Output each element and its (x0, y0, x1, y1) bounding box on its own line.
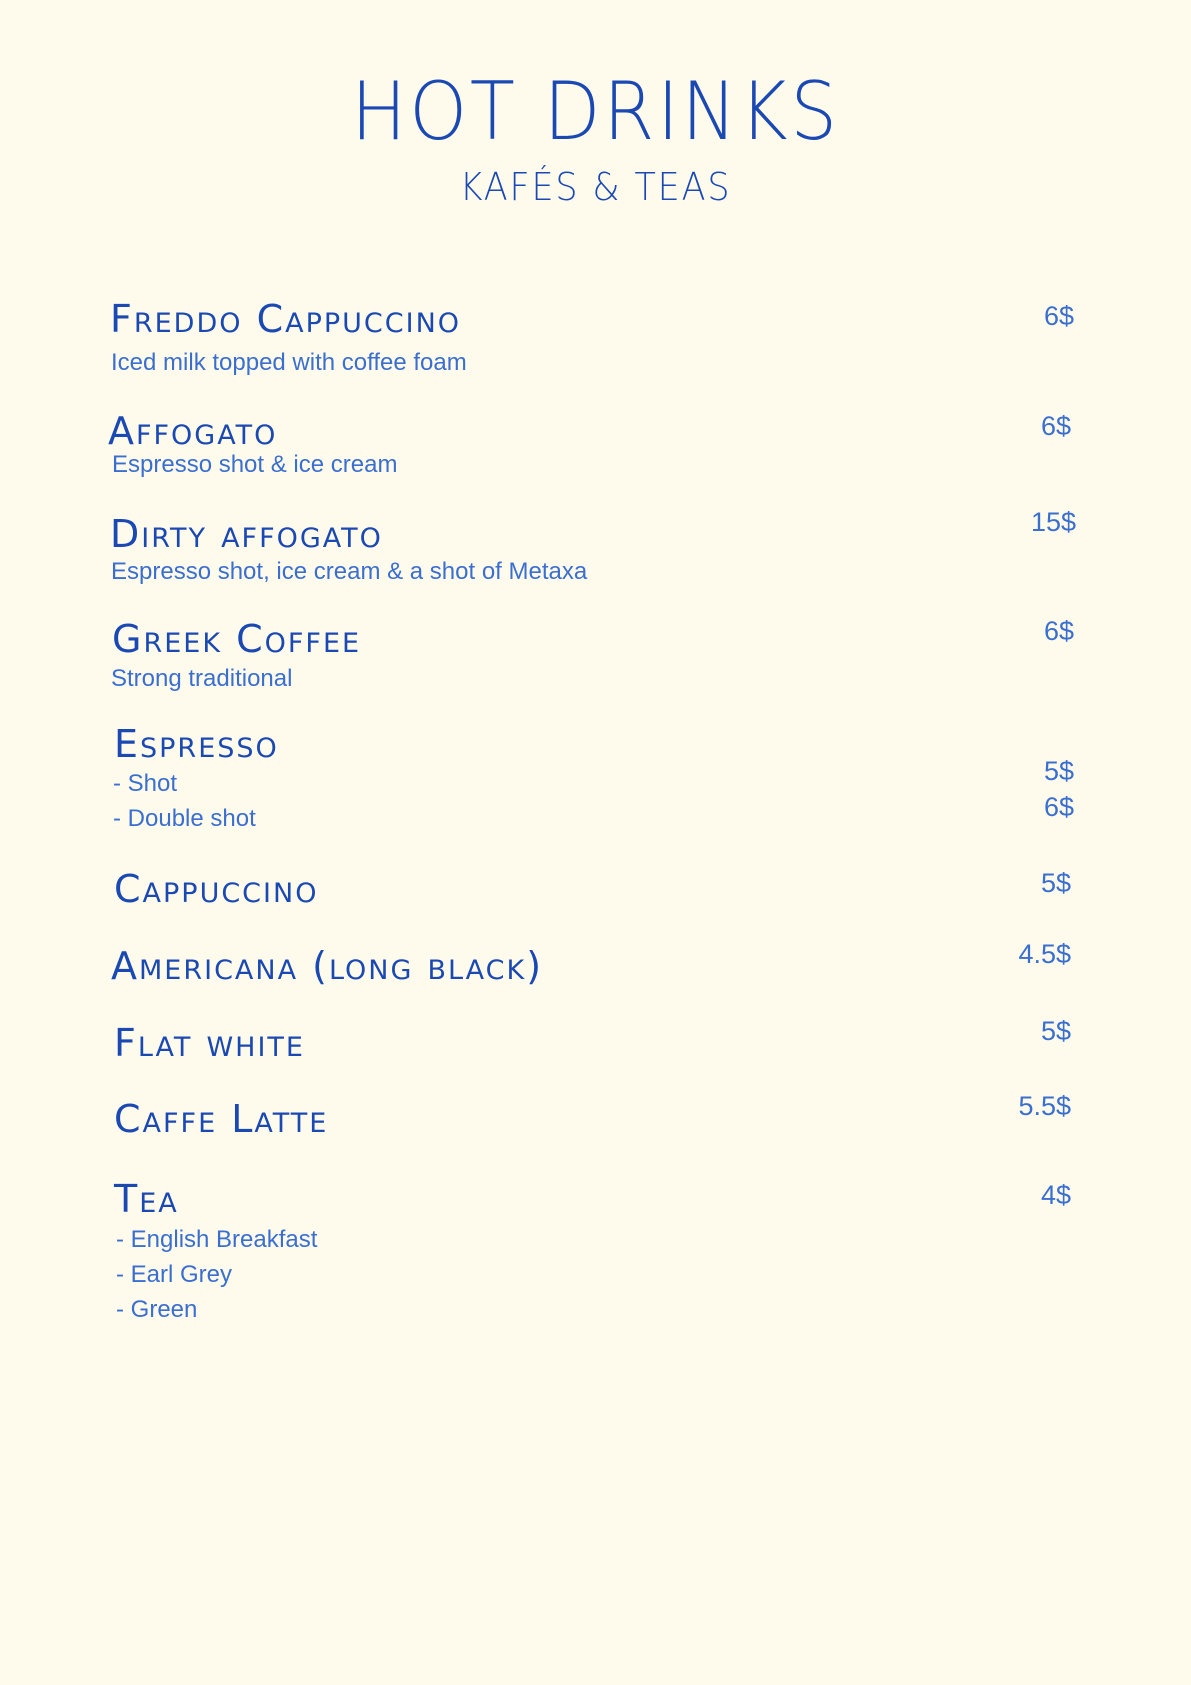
item-option-tea-english-breakfast: - English Breakfast (116, 1226, 318, 1253)
item-name-americana: Americana (long black) (111, 944, 544, 988)
item-name-flat-white: Flat white (114, 1021, 305, 1065)
item-option-espresso-shot: - Shot (113, 770, 178, 797)
item-option-tea-earl-grey: - Earl Grey (116, 1261, 233, 1288)
item-name-cappuccino: Cappuccino (114, 867, 319, 911)
item-desc-affogato: Espresso shot & ice cream (112, 451, 398, 478)
item-price-dirty-affogato: 15$ (1030, 507, 1076, 537)
item-desc-dirty-affogato: Espresso shot, ice cream & a shot of Metaxa (111, 558, 588, 585)
item-price-greek-coffee: 6$ (1043, 616, 1074, 646)
item-name-caffe-latte: Caffe Latte (114, 1097, 329, 1141)
item-name-espresso: Espresso (114, 722, 279, 766)
item-price-cappuccino: 5$ (1040, 868, 1071, 898)
page-subtitle: KAFÉS & TEAS (459, 165, 732, 209)
item-price-tea: 4$ (1040, 1180, 1071, 1210)
item-desc-greek-coffee: Strong traditional (111, 665, 293, 692)
item-option-espresso-double-shot: - Double shot (113, 805, 256, 832)
item-price-flat-white: 5$ (1040, 1016, 1071, 1046)
item-price-espresso-double-shot: 6$ (1043, 792, 1074, 822)
item-price-espresso-shot: 5$ (1043, 756, 1074, 786)
item-price-caffe-latte: 5.5$ (1018, 1091, 1071, 1121)
item-desc-freddo-cappuccino: Iced milk topped with coffee foam (111, 349, 467, 376)
item-price-americana: 4.5$ (1018, 939, 1071, 969)
page-title: HOT DRINKS (351, 65, 840, 158)
item-name-freddo-cappuccino: Freddo Cappuccino (110, 297, 462, 341)
item-name-greek-coffee: Greek Coffee (112, 617, 362, 661)
item-price-affogato: 6$ (1040, 411, 1071, 441)
item-name-dirty-affogato: Dirty affogato (110, 512, 383, 556)
item-name-tea: Tea (114, 1177, 179, 1221)
item-option-tea-green: - Green (116, 1296, 198, 1323)
item-name-affogato: Affogato (108, 409, 278, 453)
item-price-freddo-cappuccino: 6$ (1043, 301, 1074, 331)
